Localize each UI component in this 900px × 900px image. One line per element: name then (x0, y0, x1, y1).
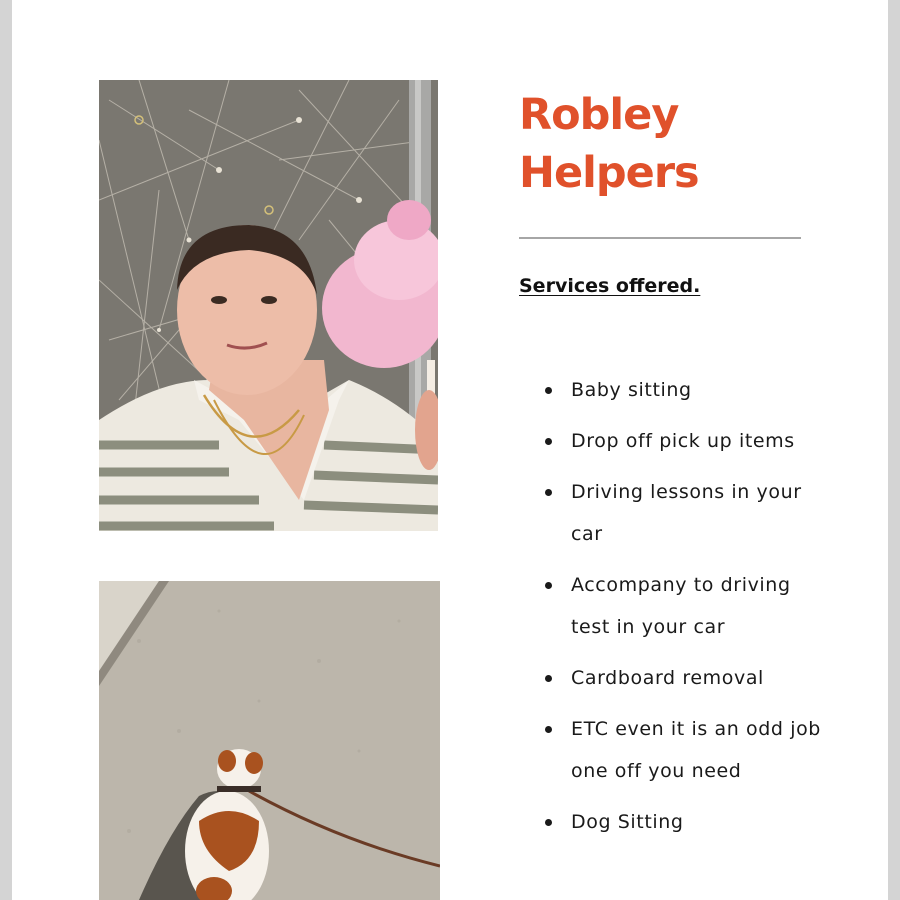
window-edge-right (888, 0, 900, 900)
service-item: ETC even it is an odd job one off you need (545, 708, 825, 792)
service-item: Dog Sitting (545, 801, 825, 843)
window-edge-left (0, 0, 12, 900)
services-heading: Services offered. (519, 275, 701, 297)
service-item: Baby sitting (545, 369, 825, 411)
service-item: Accompany to driving test in your car (545, 564, 825, 648)
service-item: Cardboard removal (545, 657, 825, 699)
service-item: Driving lessons in your car (545, 471, 825, 555)
document-title: Robley Helpers (519, 90, 699, 198)
service-item: Drop off pick up items (545, 420, 825, 462)
photo-person-cotton-candy (99, 80, 438, 531)
services-list (545, 369, 825, 852)
title-divider (519, 237, 801, 239)
photo-dog-on-leash (99, 581, 440, 900)
